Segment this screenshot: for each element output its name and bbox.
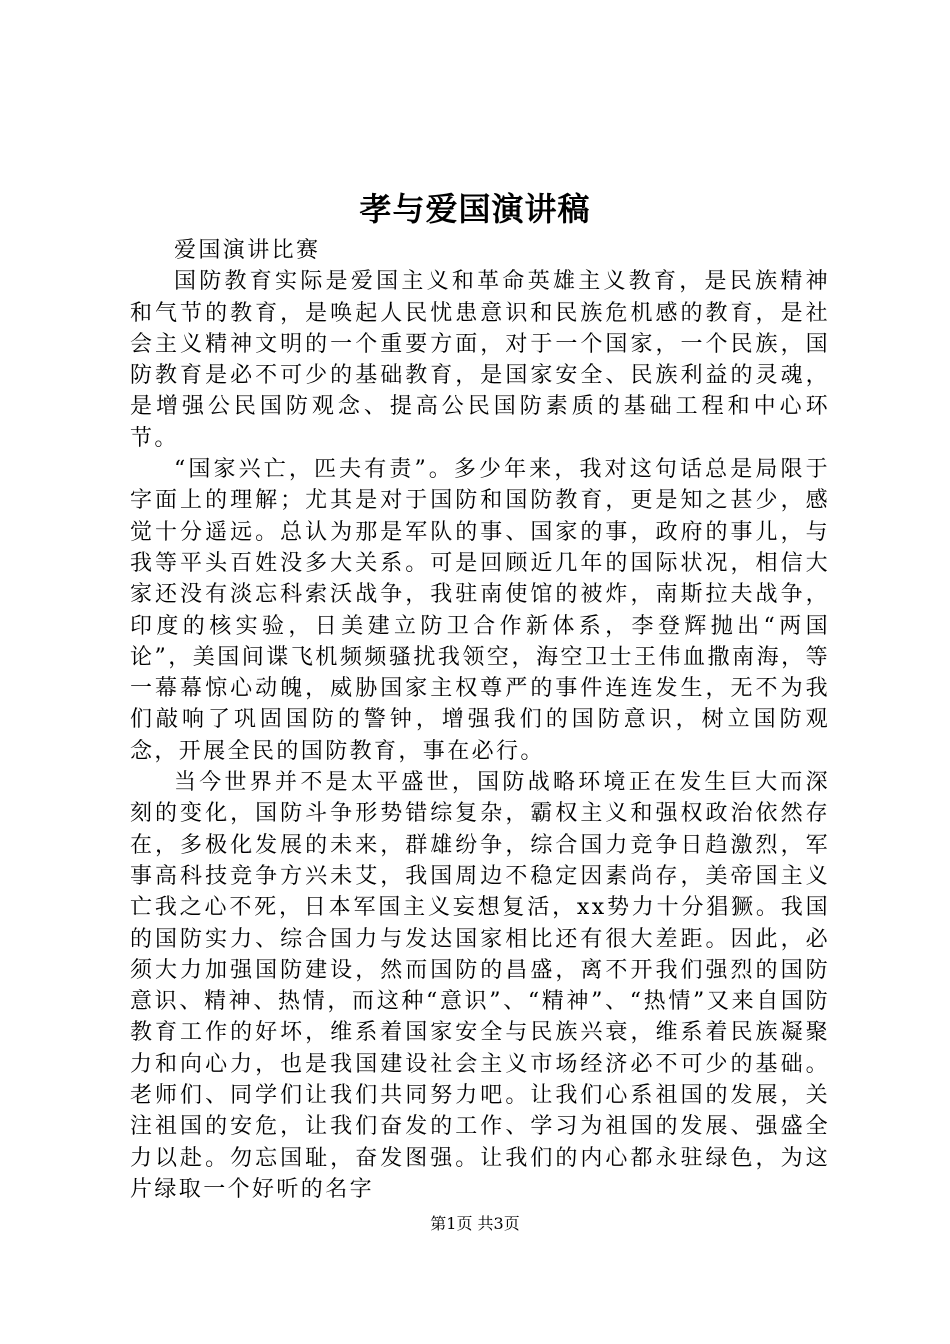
body-paragraph-1: 国防教育实际是爱国主义和革命英雄主义教育，是民族精神和气节的教育，是唤起人民忧患意识和民族危机感的教育，是社会主义精神文明的一个重要方面，对于一个国家，一个民族，国防教育是必不可少的基础教育，是国家安全、民族利益的灵魂，是增强公民国防观念、提高公民国防素质的基础工程和中心环节。 — [130, 269, 830, 451]
body-paragraph-3: 当今世界并不是太平盛世，国防战略环境正在发生巨大而深刻的变化，国防斗争形势错综复杂，霸权主义和强权政治依然存在，多极化发展的未来，群雄纷争，综合国力竞争日趋激烈，军事高科技竞争方兴未艾，我国周边不稳定因素尚存，美帝国主义亡我之心不死，日本军国主义妄想复活，xx势力十分猖獗。我国的国防实力、综合国力与发达国家相比还有很大差距。因此，必须大力加强国防建设，然而国防的昌盛，离不开我们强烈的国防意识、精神、热情，而这种“意识”、“精神”、“热情”又来自国防教育工作的好坏，维系着国家安全与民族兴衰，维系着民族凝聚力和向心力，也是我国建设社会主义市场经济必不可少的基础。老师们、同学们让我们共同努力吧。让我们心系祖国的发展，关注祖国的安危，让我们奋发的工作、学习为祖国的发展、强盛全力以赴。勿忘国耻，奋发图强。让我们的内心都永驻绿色，为这片绿取一个好听的名字 — [130, 770, 830, 1202]
document-body — [130, 235, 830, 1205]
document-title: 孝与爱国演讲稿 — [359, 190, 591, 228]
body-paragraph-2: “国家兴亡，匹夫有责”。多少年来，我对这句话总是局限于字面上的理解；尤其是对于国防和国防教育，更是知之甚少，感觉十分遥远。总认为那是军队的事、国家的事，政府的事儿，与我等平头百姓没多大关系。可是回顾近几年的国际状况，相信大家还没有淡忘科索沃战争，我驻南使馆的被炸，南斯拉夫战争，印度的核实验，日美建立防卫合作新体系，李登辉抛出“两国论”，美国间谍飞机频频骚扰我领空，海空卫士王伟血撒南海，等一幕幕惊心动魄，威胁国家主权尊严的事件连连发生，无不为我们敲响了巩固国防的警钟，增强我们的国防意识，树立国防观念，开展全民的国防教育，事在必行。 — [130, 457, 830, 764]
subtitle-paragraph: 爱国演讲比赛 — [174, 238, 321, 263]
page-number-footer: 第1页 共3页 — [430, 1214, 520, 1233]
